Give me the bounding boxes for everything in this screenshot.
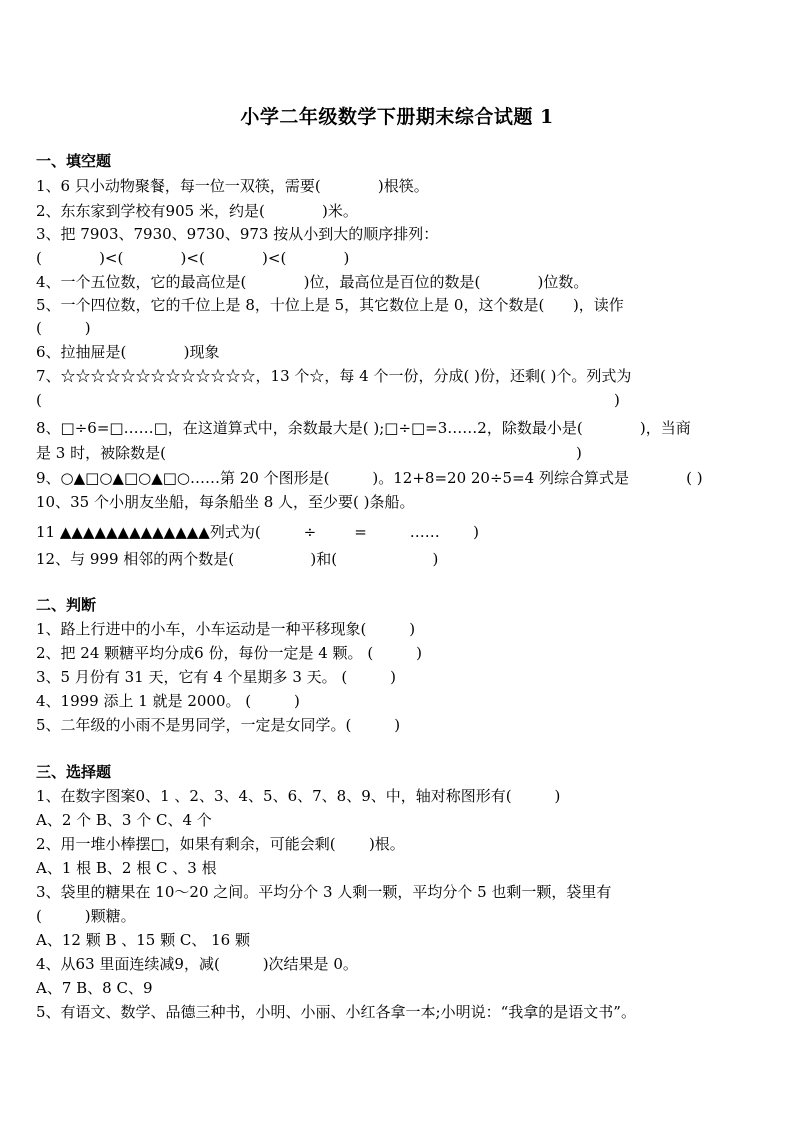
fill-question-9: 9、○▲□○▲□○▲□○……第 20 个图形是( )。12+8=20 20÷5=4 列综合算式是 ( ) [36, 469, 703, 487]
fill-question-7: 7、☆☆☆☆☆☆☆☆☆☆☆☆☆，13 个☆，每 4 个一份，分成( )份，还剩( )个。列式为 [36, 367, 632, 385]
choice-question-2-options: A、1 根 B、2 根 C 、3 根 [36, 859, 217, 877]
choice-question-1-options: A、2 个 B、3 个 C、4 个 [36, 811, 212, 829]
choice-question-5: 5、有语文、数学、品德三种书，小明、小丽、小红各拿一本;小明说：“我拿的是语文书”。 [36, 1003, 636, 1021]
fill-question-8: 8、□÷6=□……□，在这道算式中，余数最大是( );□÷□=3……2，除数最小是( )，当商 [36, 419, 691, 437]
judge-question-2: 2、把 24 颗糖平均分成6 份，每份一定是 4 颗。 ( ) [36, 644, 422, 662]
fill-question-1: 1、6 只小动物聚餐，每一位一双筷，需要( )根筷。 [36, 177, 429, 195]
fill-question-2: 2、东东家到学校有905 米，约是( )米。 [36, 202, 358, 220]
section-heading-fill: 一、填空题 [36, 152, 112, 170]
judge-question-3: 3、5 月份有 31 天，它有 4 个星期多 3 天。 ( ) [36, 668, 397, 686]
fill-question-4: 4、一个五位数，它的最高位是( )位，最高位是百位的数是( )位数。 [36, 273, 589, 291]
choice-question-2: 2、用一堆小棒摆□，如果有剩余，可能会剩( )根。 [36, 835, 405, 853]
fill-question-5: 5、一个四位数，它的千位上是 8，十位上是 5，其它数位上是 0，这个数是( )，读作 [36, 296, 624, 314]
page-title: 小学二年级数学下册期末综合试题 1 [240, 106, 554, 128]
fill-question-6: 6、拉抽屉是( )现象 [36, 343, 220, 361]
choice-question-1: 1、在数字图案0、1 、2、3、4、5、6、7、8、9、中，轴对称图形有( ) [36, 787, 561, 805]
section-heading-judge: 二、判断 [36, 596, 97, 614]
fill-question-7-cont: ( ) [36, 391, 620, 409]
fill-question-11: 11 ▲▲▲▲▲▲▲▲▲▲▲▲▲列式为( ÷ = …… ) [36, 523, 480, 541]
choice-question-4-options: A、7 B、8 C、9 [36, 979, 153, 997]
fill-question-3: 3、把 7903、7930、9730、973 按从小到大的顺序排列： [36, 225, 439, 243]
judge-question-5: 5、二年级的小雨不是男同学，一定是女同学。( ) [36, 716, 401, 734]
section-heading-choice: 三、选择题 [36, 763, 112, 781]
judge-question-1: 1、路上行进中的小车，小车运动是一种平移现象( ) [36, 620, 416, 638]
choice-question-3-cont: ( )颗糖。 [36, 907, 136, 925]
choice-question-3: 3、袋里的糖果在 10～20 之间。平均分个 3 人剩一颗，平均分个 5 也剩一颗，袋里有 [36, 883, 612, 901]
fill-question-12: 12、与 999 相邻的两个数是( )和( ) [36, 550, 439, 568]
fill-question-10: 10、35 个小朋友坐船，每条船坐 8 人，至少要( )条船。 [36, 493, 415, 511]
fill-question-3-answer: ( )<( )<( )<( ) [36, 249, 350, 267]
choice-question-4: 4、从63 里面连续减9，减( )次结果是 0。 [36, 955, 358, 973]
fill-question-5-cont: ( ) [36, 319, 91, 337]
fill-question-8-cont: 是 3 时，被除数是( ) [36, 444, 582, 462]
choice-question-3-options: A、12 颗 B 、15 颗 C、 16 颗 [36, 931, 250, 949]
judge-question-4: 4、1999 添上 1 就是 2000。 ( ) [36, 692, 300, 710]
